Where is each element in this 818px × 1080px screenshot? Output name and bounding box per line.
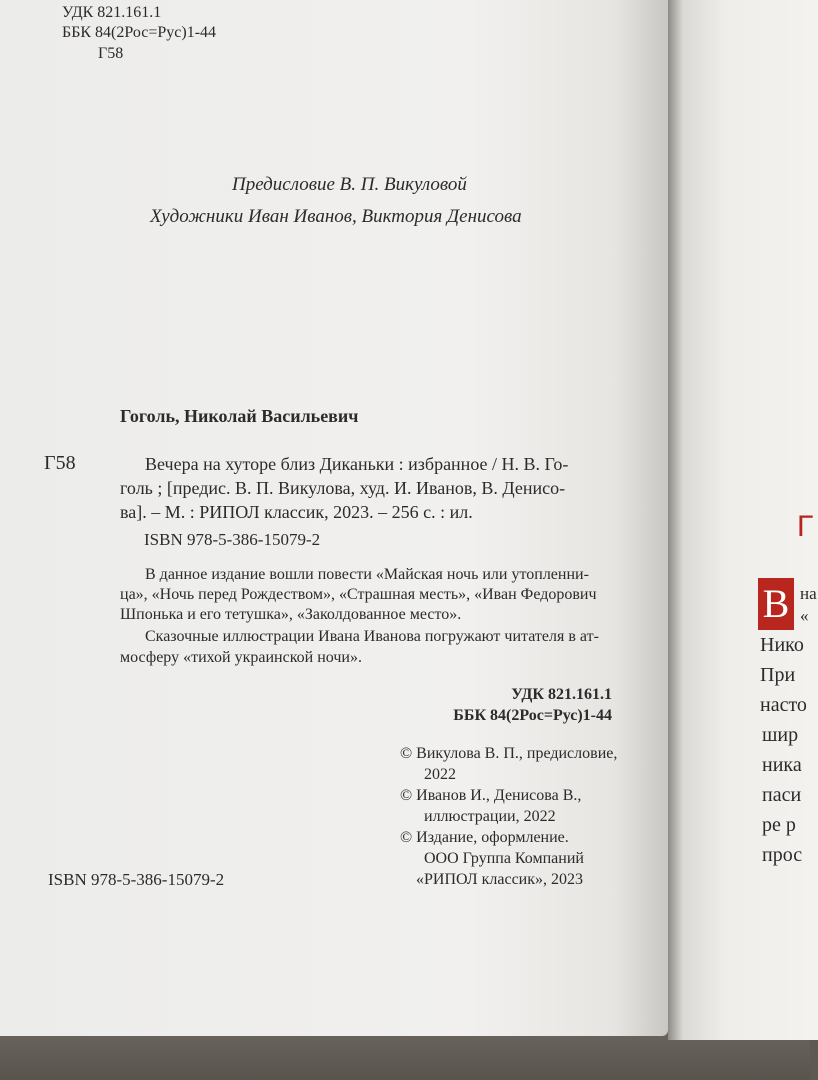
author-heading: Гоголь, Николай Васильевич: [120, 406, 359, 426]
udk-code-top: УДК 821.161.1: [62, 4, 162, 21]
copyright-line: © Издание, оформление.: [400, 829, 569, 846]
right-page-line: прос: [762, 844, 803, 866]
copyright-line: © Иванов И., Денисова В.,: [400, 787, 582, 804]
right-page: [668, 0, 818, 1040]
annotation-line: В данное издание вошли повести «Майская ночь или утопленни-: [145, 566, 589, 583]
copyright-line: «РИПОЛ классик», 2023: [416, 871, 584, 888]
foreword-credit: Предисловие В. П. Викуловой: [232, 174, 467, 195]
classification-udk: УДК 821.161.1: [511, 686, 612, 703]
author-mark-top: Г58: [98, 45, 124, 62]
copyright-line: иллюстрации, 2022: [424, 808, 556, 825]
classification-bbk: ББК 84(2Рос=Рус)1-44: [453, 707, 612, 724]
drop-cap-initial: В: [758, 578, 794, 630]
right-page-line: «: [800, 606, 809, 625]
copyright-line: ООО Группа Компаний: [424, 850, 584, 867]
right-page-line: При: [760, 664, 796, 686]
right-page-line: ре р: [762, 814, 796, 836]
right-page-line: на: [800, 584, 817, 603]
right-page-line: ника: [762, 754, 802, 776]
record-line: голь ; [предис. В. П. Викулова, худ. И. Иванов, В. Денисо-: [120, 478, 566, 498]
right-page-line: паси: [762, 784, 802, 806]
right-page-line: шир: [762, 724, 799, 746]
bbk-code-top: ББК 84(2Рос=Рус)1-44: [62, 24, 217, 41]
annotation-line: Шпонька и его тетушка», «Заколдованное место».: [120, 606, 462, 623]
record-isbn: ISBN 978-5-386-15079-2: [144, 530, 321, 549]
record-line: ва]. – М. : РИПОЛ классик, 2023. – 256 с. : ил.: [120, 502, 473, 522]
artists-credit: Художники Иван Иванов, Виктория Денисова: [150, 206, 522, 227]
copyright-line: © Викулова В. П., предисловие,: [400, 745, 618, 762]
right-page-red-letter: Г: [797, 510, 814, 543]
author-mark: Г58: [44, 452, 76, 474]
bottom-isbn: ISBN 978-5-386-15079-2: [48, 870, 225, 889]
annotation-line: мосферу «тихой украинской ночи».: [120, 649, 362, 666]
right-page-line: насто: [760, 694, 807, 716]
record-line: Вечера на хуторе близ Диканьки : избранное / Н. В. Го-: [145, 454, 569, 474]
right-page-line: Нико: [760, 634, 804, 656]
annotation-line: ца», «Ночь перед Рождеством», «Страшная месть», «Иван Федорович: [120, 586, 597, 603]
annotation-line: Сказочные иллюстрации Ивана Иванова погружают читателя в ат-: [145, 628, 599, 645]
copyright-line: 2022: [424, 766, 456, 783]
